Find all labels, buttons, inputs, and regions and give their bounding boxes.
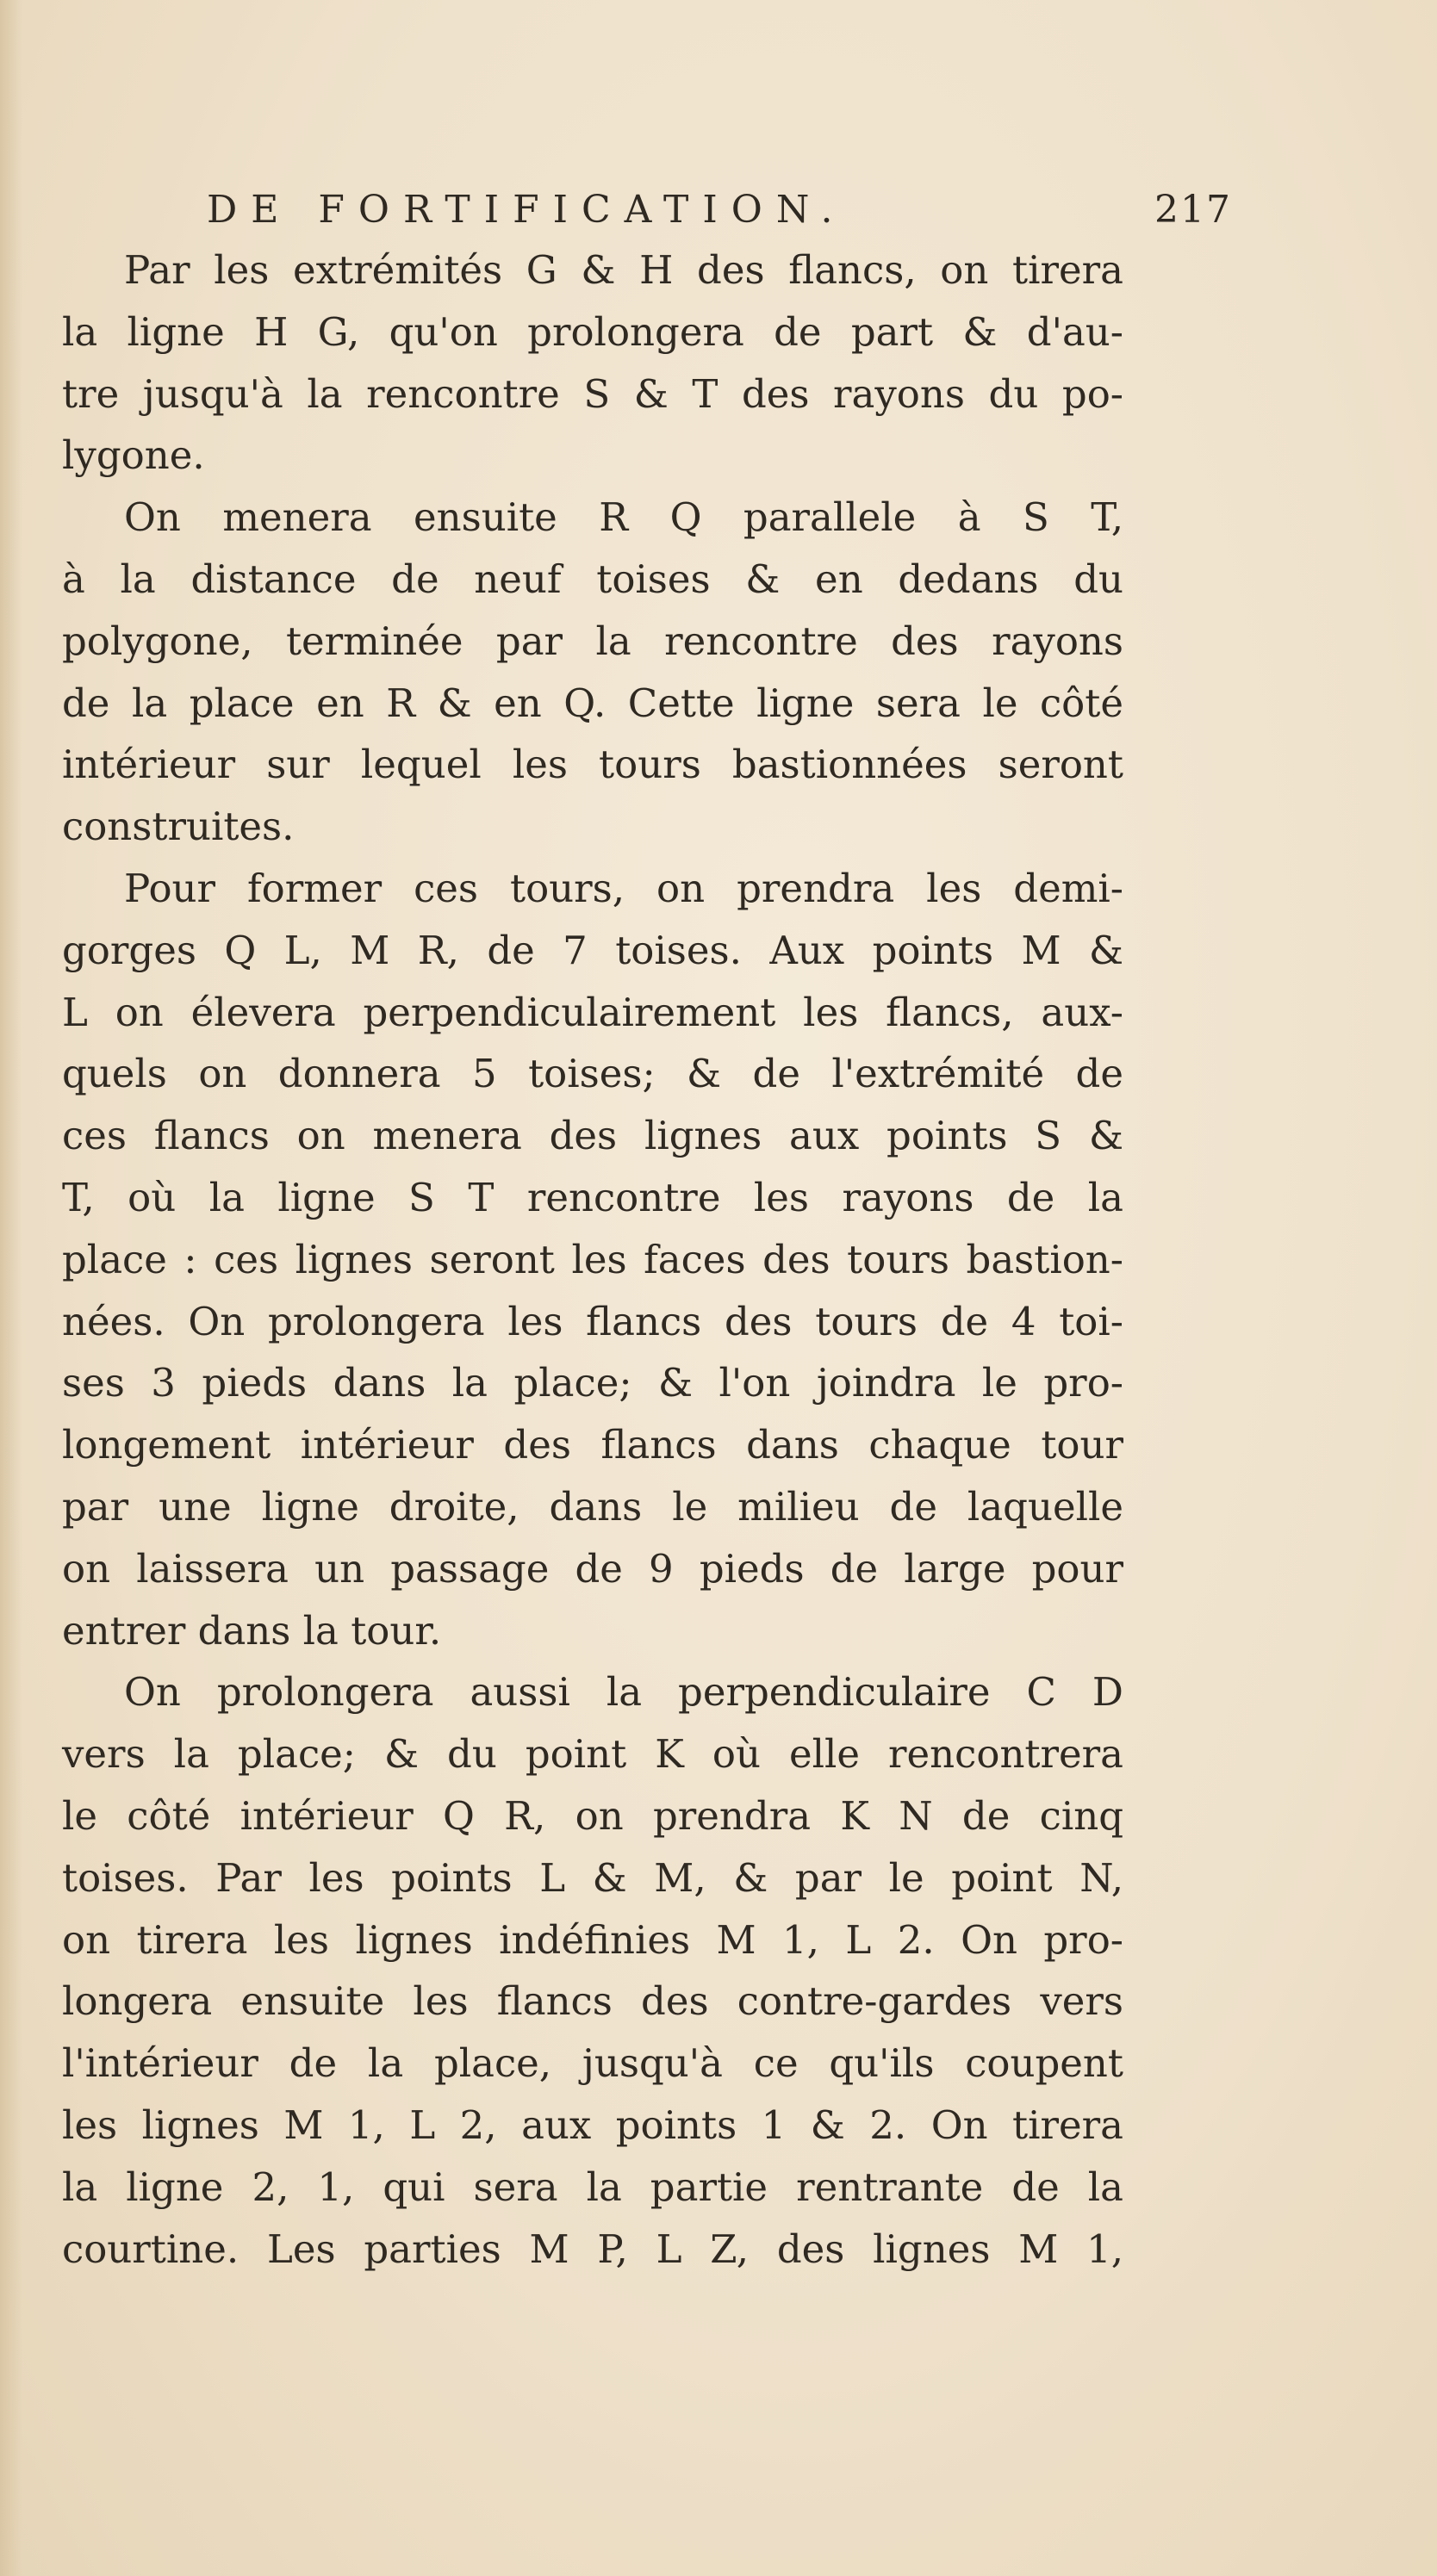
text-line: On prolongera aussi la perpendiculaire C D: [124, 1669, 1123, 1716]
text-line: quels on donnera 5 toises; & de l'extrémité de: [62, 1051, 1123, 1097]
text-line: ces flancs on menera des lignes aux points S &: [62, 1113, 1123, 1159]
text-line: entrer dans la tour.: [62, 1607, 442, 1654]
text-line: Par les extrémités G & H des flancs, on tirera: [124, 247, 1123, 293]
text-line: L on élevera perpendiculairement les flancs, aux-: [62, 989, 1123, 1035]
text-line: ses 3 pieds dans la place; & l'on joindra le pro-: [62, 1360, 1123, 1406]
text-line: longement intérieur des flancs dans chaque tour: [62, 1422, 1123, 1468]
text-line: place : ces lignes seront les faces des tours bastion-: [62, 1236, 1123, 1282]
text-line: la ligne 2, 1, qui sera la partie rentrante de la: [62, 2163, 1123, 2210]
text-line: intérieur sur lequel les tours bastionnées seront: [62, 742, 1123, 788]
running-head: [207, 188, 1232, 239]
text-line: T, où la ligne S T rencontre les rayons de la: [62, 1174, 1123, 1220]
text-line: le côté intérieur Q R, on prendra K N de cinq: [62, 1792, 1123, 1839]
text-line: les lignes M 1, L 2, aux points 1 & 2. On tirera: [62, 2101, 1123, 2148]
text-line: on laissera un passage de 9 pieds de large pour: [62, 1545, 1123, 1592]
text-line: par une ligne droite, dans le milieu de laquelle: [62, 1483, 1123, 1530]
text-line: courtine. Les parties M P, L Z, des lignes M 1,: [62, 2225, 1123, 2272]
text-line: polygone, terminée par la rencontre des rayons: [62, 618, 1123, 664]
body-text: [62, 239, 1123, 2280]
page-number: 217: [1154, 188, 1232, 232]
text-line: tre jusqu'à la rencontre S & T des rayons du po-: [62, 370, 1123, 417]
text-line: l'intérieur de la place, jusqu'à ce qu'ils coupent: [62, 2040, 1123, 2087]
text-line: nées. On prolongera les flancs des tours de 4 toi-: [62, 1298, 1123, 1344]
text-line: Pour former ces tours, on prendra les demi-: [124, 865, 1123, 911]
running-title: DE FORTIFICATION.: [207, 188, 847, 232]
text-line: de la place en R & en Q. Cette ligne sera le côté: [62, 680, 1123, 726]
text-line: à la distance de neuf toises & en dedans du: [62, 556, 1123, 602]
text-line: toises. Par les points L & M, & par le point N,: [62, 1854, 1123, 1901]
text-line: vers la place; & du point K où elle rencontrera: [62, 1731, 1123, 1778]
text-line: longera ensuite les flancs des contre-gardes vers: [62, 1978, 1123, 2025]
text-line: On menera ensuite R Q parallele à S T,: [124, 494, 1123, 541]
page-edge-shadow: [0, 0, 22, 2576]
text-line: gorges Q L, M R, de 7 toises. Aux points M &: [62, 927, 1123, 973]
text-line: on tirera les lignes indéfinies M 1, L 2. On pro-: [62, 1916, 1123, 1963]
text-line: lygone.: [62, 432, 205, 479]
text-line: la ligne H G, qu'on prolongera de part & d'au-: [62, 308, 1123, 355]
text-line: construites.: [62, 804, 295, 850]
